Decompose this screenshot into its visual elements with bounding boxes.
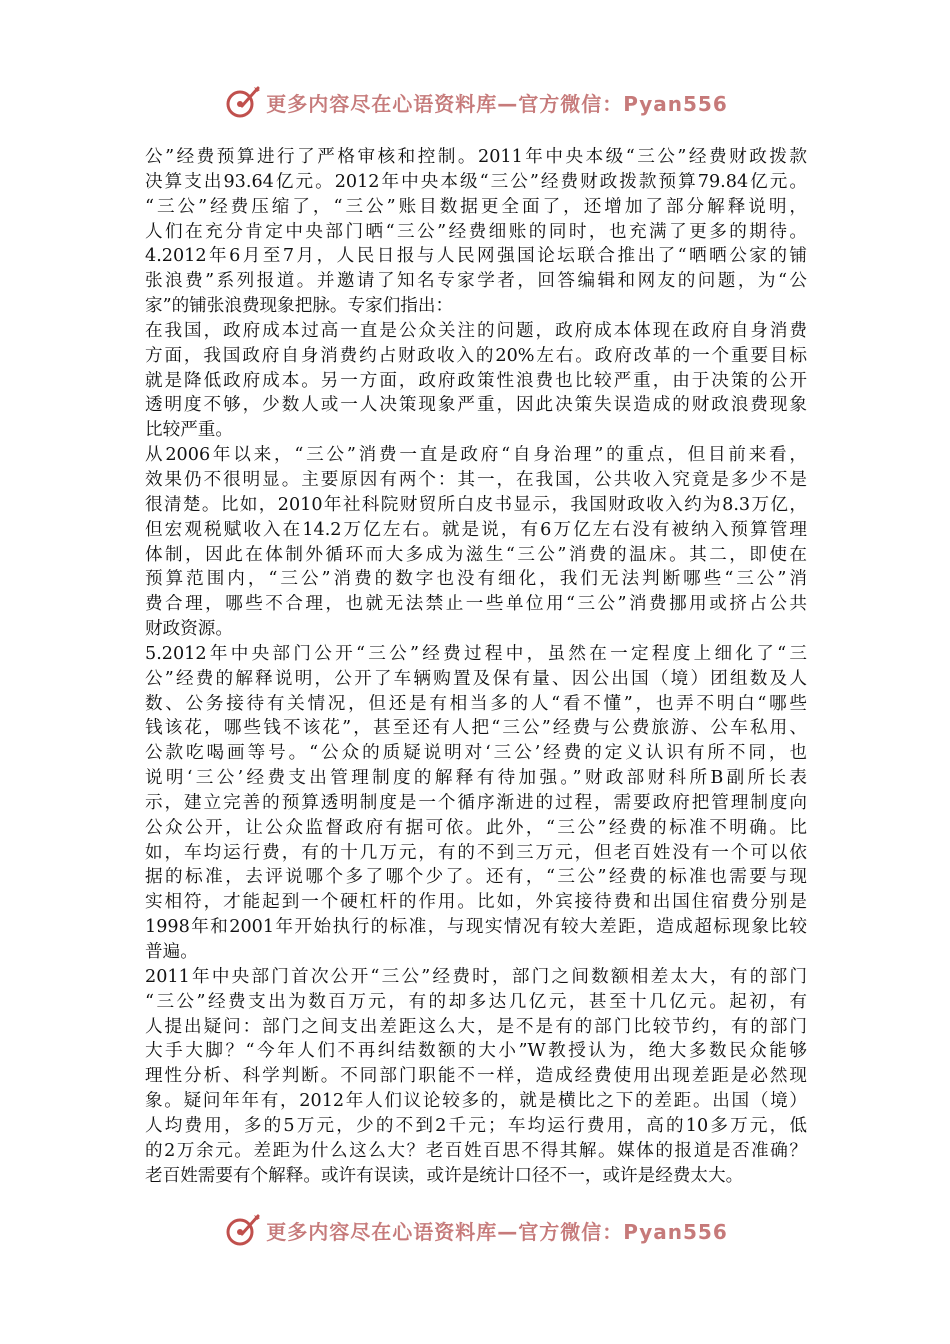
body-line: 从2006年以来，“三公”消费一直是政府“自身治理”的重点，但目前来看，	[145, 445, 807, 466]
body-line: 钱该花，哪些钱不该花”，甚至还有人把“三公”经费与公费旅游、公车私用、	[145, 718, 807, 739]
header-banner-text: 更多内容尽在心语资料库—官方微信：Pyan556	[266, 91, 728, 116]
body-line: 公款吃喝画等号。“公众的质疑说明对‘三公’经费的定义认识有所不同，也	[145, 743, 807, 764]
body-line: 的2万余元。差距为什么这么大？老百姓百思不得其解。媒体的报道是否准确？	[145, 1140, 807, 1161]
body-line: 公”经费预算进行了严格审核和控制。2011年中央本级“三公”经费财政拨款	[145, 147, 807, 167]
footer-banner-text: 更多内容尽在心语资料库—官方微信：Pyan556	[266, 1219, 728, 1244]
body-line: 2011年中央部门首次公开“三公”经费时，部门之间数额相差太大，有的部门	[145, 966, 807, 987]
body-line: 老百姓需要有个解释。或许有误读，或许是统计口径不一，或许是经费太大。	[145, 1165, 744, 1186]
body-line: 透明度不够，少数人或一人决策现象严重，因此决策失误造成的财政浪费现象	[145, 395, 807, 416]
pen-circle-logo-icon	[222, 1210, 262, 1250]
footer-banner	[0, 1208, 950, 1252]
body-line: 但宏观税赋收入在14.2万亿左右。就是说，有6万亿左右没有被纳入预算管理	[145, 519, 807, 540]
pen-circle-logo-icon	[222, 82, 262, 122]
body-line: 据的标准，去评说哪个多了哪个少了。还有，“三公”经费的标准也需要与现	[145, 867, 807, 888]
body-line: 人均费用，多的5万元，少的不到2千元；车均运行费用，高的10多万元，低	[145, 1115, 807, 1136]
body-line: 财政资源。	[145, 619, 233, 640]
body-line: 预算范围内，“三公”消费的数字也没有细化，我们无法判断哪些“三公”消	[145, 569, 807, 590]
body-line: 家”的铺张浪费现象把脉。专家们指出：	[145, 296, 454, 317]
body-line: 普遍。	[145, 942, 198, 962]
body-line: 说明‘三公’经费支出管理制度的解释有待加强。”财政部财科所B副所长表	[145, 768, 807, 789]
document-body	[145, 145, 807, 1188]
body-line: “三公”经费压缩了，“三公”账目数据更全面了，还增加了部分解释说明，	[145, 196, 807, 217]
body-line: 如，车均运行费，有的十几万元，有的不到三万元，但老百姓没有一个可以依	[145, 842, 807, 863]
body-line: 很清楚。比如，2010年社科院财贸所白皮书显示，我国财政收入约为8.3万亿，	[145, 494, 807, 515]
body-line: 理性分析、科学判断。不同部门职能不一样，造成经费使用出现差距是必然现	[145, 1066, 807, 1087]
body-line: 张浪费”系列报道。并邀请了知名专家学者，回答编辑和网友的问题，为“公	[145, 271, 807, 292]
body-line: 公众公开，让公众监督政府有据可依。此外，“三公”经费的标准不明确。比	[145, 817, 807, 838]
body-line: 就是降低政府成本。另一方面，政府政策性浪费也比较严重，由于决策的公开	[145, 370, 807, 391]
body-line: 5.2012年中央部门公开“三公”经费过程中，虽然在一定程度上细化了“三	[145, 643, 807, 664]
body-line: 效果仍不很明显。主要原因有两个：其一，在我国，公共收入究竟是多少不是	[145, 469, 807, 490]
header-banner	[0, 80, 950, 124]
body-line: 在我国，政府成本过高一直是公众关注的问题，政府成本体现在政府自身消费	[145, 320, 807, 341]
body-line: 数、公务接待有关情况，但还是有相当多的人“看不懂”，也弄不明白“哪些	[145, 693, 807, 714]
body-line: 方面，我国政府自身消费约占财政收入的20%左右。政府改革的一个重要目标	[145, 345, 807, 366]
body-line: 大手大脚？“今年人们不再纠结数额的大小”W教授认为，绝大多数民众能够	[145, 1041, 807, 1062]
body-line: 4.2012年6月至7月，人民日报与人民网强国论坛联合推出了“晒晒公家的铺	[145, 246, 807, 267]
body-line: 比较严重。	[145, 420, 233, 441]
body-line: “三公”经费支出为数百万元，有的却多达几亿元，甚至十几亿元。起初，有	[145, 991, 807, 1012]
body-line: 费合理，哪些不合理，也就无法禁止一些单位用“三公”消费挪用或挤占公共	[145, 594, 807, 615]
body-line: 象。疑问年年有，2012年人们议论较多的，就是横比之下的差距。出国（境）	[145, 1091, 807, 1112]
body-line: 示，建立完善的预算透明制度是一个循序渐进的过程，需要政府把管理制度向	[145, 792, 807, 813]
body-line: 决算支出93.64亿元。2012年中央本级“三公”经费财政拨款预算79.84亿元。	[145, 171, 807, 192]
body-line: 公”经费的解释说明，公开了车辆购置及保有量、因公出国（境）团组数及人	[145, 668, 807, 689]
body-line: 人们在充分肯定中央部门晒“三公”经费细账的同时，也充满了更多的期待。	[145, 221, 807, 242]
body-line: 实相符，才能起到一个硬杠杆的作用。比如，外宾接待费和出国住宿费分别是	[145, 892, 807, 913]
body-line: 1998年和2001年开始执行的标准，与现实情况有较大差距，造成超标现象比较	[145, 917, 807, 938]
body-line: 人提出疑问：部门之间支出差距这么大，是不是有的部门比较节约，有的部门	[145, 1016, 807, 1037]
body-line: 体制，因此在体制外循环而大多成为滋生“三公”消费的温床。其二，即使在	[145, 544, 807, 565]
